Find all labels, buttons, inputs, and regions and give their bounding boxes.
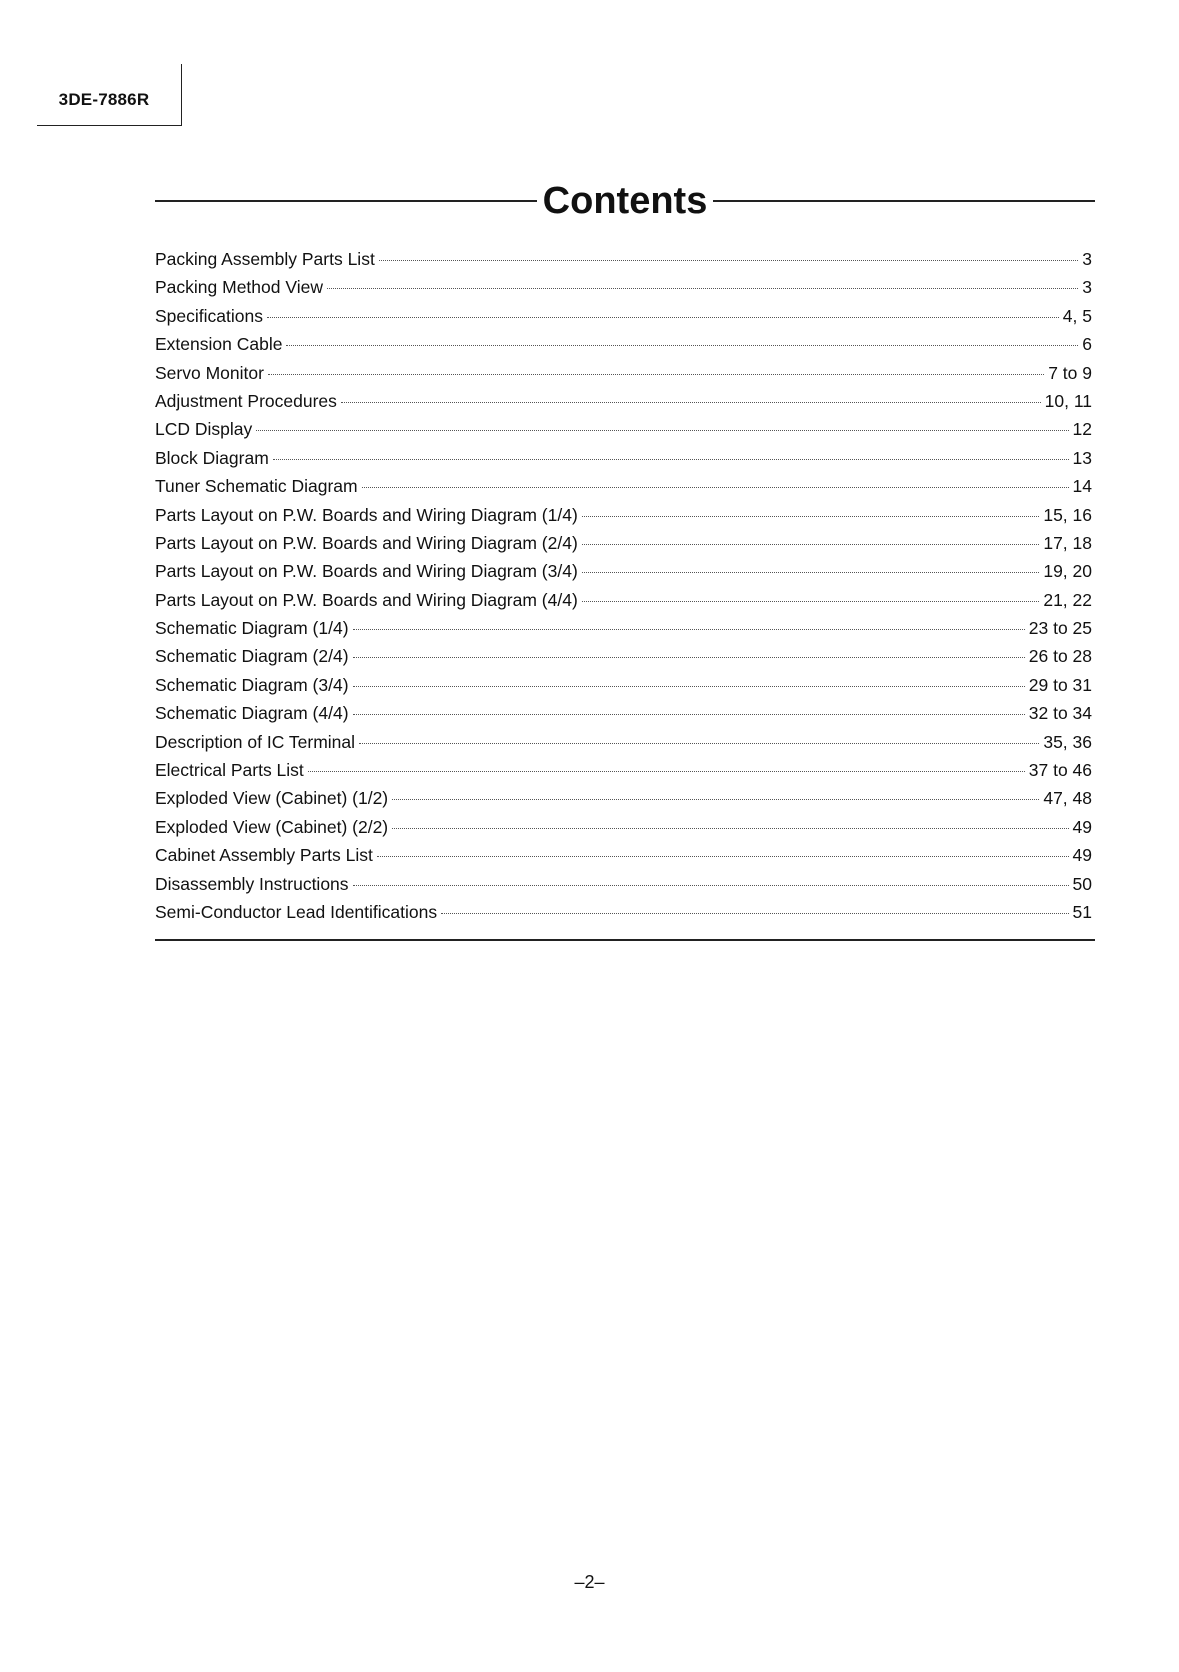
toc-dot-leader bbox=[359, 743, 1039, 744]
toc-dot-leader bbox=[582, 516, 1040, 517]
toc-dot-leader bbox=[353, 714, 1025, 715]
toc-entry-page: 3 bbox=[1082, 249, 1092, 269]
toc-entry-page: 51 bbox=[1072, 901, 1092, 922]
toc-entry-page: 6 bbox=[1082, 334, 1092, 355]
title-rule-right bbox=[713, 200, 1095, 202]
toc-entry-page: 10, 11 bbox=[1044, 390, 1092, 411]
toc-entry-title: Disassembly Instructions bbox=[155, 873, 349, 894]
toc-entry-title: Exploded View (Cabinet) (2/2) bbox=[155, 816, 389, 837]
toc-entry-title: Packing Assembly Parts List bbox=[155, 249, 375, 269]
toc-dot-leader bbox=[273, 459, 1069, 460]
toc-entry bbox=[155, 448, 1092, 476]
toc-entry bbox=[155, 817, 1092, 845]
doc-code: 3DE-7886R bbox=[58, 90, 150, 109]
toc-entry bbox=[155, 391, 1092, 419]
toc-entry bbox=[155, 419, 1092, 447]
toc-dot-leader bbox=[256, 430, 1068, 431]
toc-dot-leader bbox=[379, 260, 1078, 261]
toc-entry-title: Specifications bbox=[155, 305, 263, 326]
toc-dot-leader bbox=[582, 572, 1040, 573]
toc-dot-leader bbox=[441, 913, 1068, 914]
toc-entry-page: 4, 5 bbox=[1062, 305, 1092, 326]
title-row bbox=[155, 178, 1095, 224]
toc-entry-page: 12 bbox=[1072, 419, 1092, 440]
toc-entry-page: 17, 18 bbox=[1043, 532, 1092, 553]
toc-entry-page: 7 to 9 bbox=[1048, 362, 1092, 383]
toc-dot-leader bbox=[392, 799, 1039, 800]
toc-entry-title: Extension Cable bbox=[155, 334, 283, 355]
toc-entry bbox=[155, 334, 1092, 362]
toc-dot-leader bbox=[308, 771, 1025, 772]
toc-entry-page: 3 bbox=[1082, 277, 1092, 298]
toc-entry-title: Description of IC Terminal bbox=[155, 731, 356, 752]
toc-entry bbox=[155, 505, 1092, 533]
toc-dot-leader bbox=[327, 288, 1078, 289]
toc-entry-page: 47, 48 bbox=[1043, 788, 1092, 809]
toc-entry bbox=[155, 618, 1092, 646]
toc-entry-title: Schematic Diagram (2/4) bbox=[155, 646, 349, 667]
toc-entry bbox=[155, 277, 1092, 305]
toc-dot-leader bbox=[582, 601, 1040, 602]
toc-entry-page: 19, 20 bbox=[1043, 561, 1092, 582]
toc-entry-title: Parts Layout on P.W. Boards and Wiring Diagram (1/4) bbox=[155, 504, 578, 525]
toc-entry-title: Parts Layout on P.W. Boards and Wiring Diagram (3/4) bbox=[155, 561, 578, 582]
toc-entry-title: Tuner Schematic Diagram bbox=[155, 476, 358, 497]
toc-entry bbox=[155, 561, 1092, 589]
toc-entry-title: Semi-Conductor Lead Identifications bbox=[155, 901, 438, 922]
toc-entry bbox=[155, 788, 1092, 816]
toc-entry-title: Servo Monitor bbox=[155, 362, 264, 383]
page-number: –2– bbox=[574, 1572, 605, 1592]
toc-entry bbox=[155, 476, 1092, 504]
toc-entry-page: 23 to 25 bbox=[1028, 618, 1092, 639]
toc-entry-page: 21, 22 bbox=[1043, 589, 1092, 610]
toc-entry-title: Adjustment Procedures bbox=[155, 390, 337, 411]
toc-entry bbox=[155, 363, 1092, 391]
toc-dot-leader bbox=[353, 885, 1069, 886]
toc-entry-title: Electrical Parts List bbox=[155, 760, 304, 781]
toc-dot-leader bbox=[353, 629, 1025, 630]
toc-entry-title: Parts Layout on P.W. Boards and Wiring Diagram (2/4) bbox=[155, 532, 578, 553]
toc-entry-page: 15, 16 bbox=[1043, 504, 1092, 525]
toc-entry-title: Cabinet Assembly Parts List bbox=[155, 845, 373, 866]
toc-entry-page: 26 to 28 bbox=[1028, 646, 1092, 667]
toc-entry bbox=[155, 874, 1092, 902]
toc-dot-leader bbox=[362, 487, 1069, 488]
page-title: Contents bbox=[542, 180, 708, 222]
toc-entry bbox=[155, 703, 1092, 731]
toc-entry-title: Parts Layout on P.W. Boards and Wiring Diagram (4/4) bbox=[155, 589, 578, 610]
toc-entry bbox=[155, 732, 1092, 760]
toc-entry-title: LCD Display bbox=[155, 419, 253, 440]
toc-entry bbox=[155, 533, 1092, 561]
toc-entry-page: 13 bbox=[1072, 447, 1092, 468]
toc-entry bbox=[155, 646, 1092, 674]
toc-dot-leader bbox=[268, 374, 1044, 375]
toc-dot-leader bbox=[267, 317, 1059, 318]
toc-dot-leader bbox=[582, 544, 1040, 545]
toc-dot-leader bbox=[353, 686, 1025, 687]
toc-entry-page: 37 to 46 bbox=[1028, 760, 1092, 781]
toc-entry bbox=[155, 902, 1092, 930]
toc-entry bbox=[155, 306, 1092, 334]
toc-entry bbox=[155, 760, 1092, 788]
toc-entry bbox=[155, 590, 1092, 618]
toc-entry-page: 35, 36 bbox=[1043, 731, 1092, 752]
toc-entry bbox=[155, 845, 1092, 873]
toc-entry-page: 49 bbox=[1072, 845, 1092, 866]
toc-entry-page: 14 bbox=[1072, 476, 1092, 497]
toc-entry-page: 50 bbox=[1072, 873, 1092, 894]
toc-entry-title: Packing Method View bbox=[155, 277, 323, 298]
toc-dot-leader bbox=[377, 856, 1069, 857]
toc-entry-title: Schematic Diagram (1/4) bbox=[155, 618, 349, 639]
table-of-contents bbox=[155, 249, 1092, 930]
toc-entry-page: 49 bbox=[1072, 816, 1092, 837]
toc-entry-title: Schematic Diagram (3/4) bbox=[155, 674, 349, 695]
toc-entry bbox=[155, 249, 1092, 277]
toc-dot-leader bbox=[353, 657, 1025, 658]
toc-entry-page: 29 to 31 bbox=[1028, 674, 1092, 695]
toc-dot-leader bbox=[392, 828, 1068, 829]
toc-entry-title: Schematic Diagram (4/4) bbox=[155, 703, 349, 724]
toc-entry-title: Block Diagram bbox=[155, 447, 269, 468]
toc-entry-page: 32 to 34 bbox=[1028, 703, 1092, 724]
toc-entry-title: Exploded View (Cabinet) (1/2) bbox=[155, 788, 389, 809]
toc-dot-leader bbox=[286, 345, 1078, 346]
toc-dot-leader bbox=[341, 402, 1041, 403]
title-rule-left bbox=[155, 200, 537, 202]
toc-entry bbox=[155, 675, 1092, 703]
bottom-rule bbox=[155, 939, 1095, 941]
